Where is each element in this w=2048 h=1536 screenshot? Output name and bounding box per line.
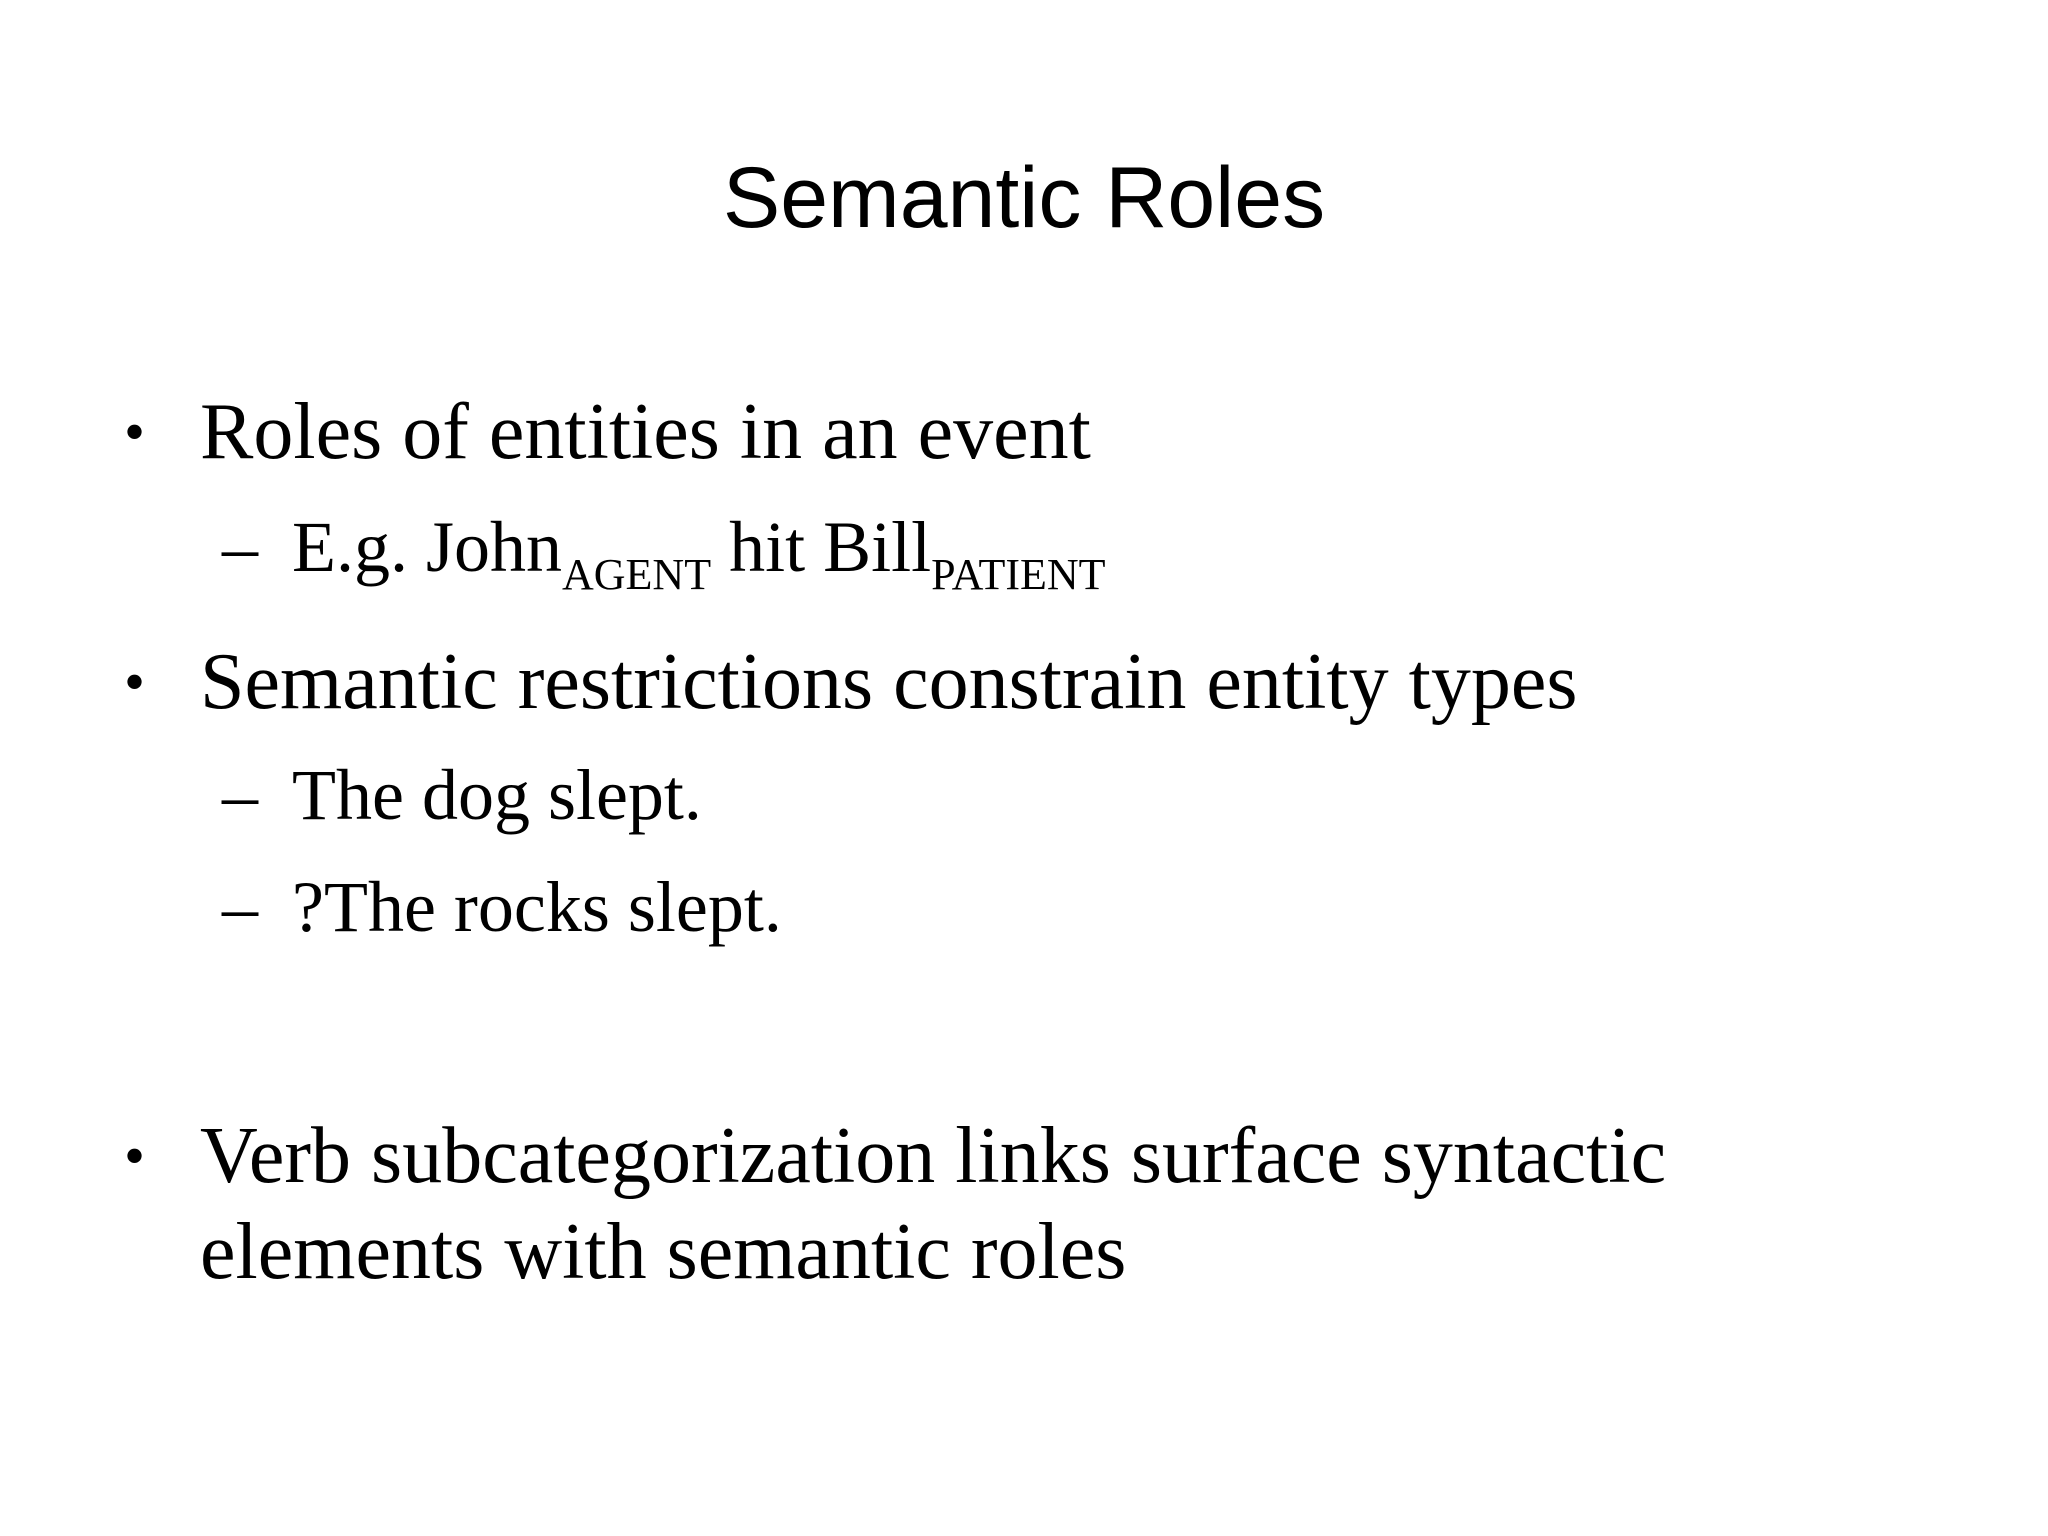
dash-icon: –	[222, 867, 258, 947]
sub-item-dog: The dog slept.	[292, 755, 702, 835]
bullet-3-line-1: Verb subcategorization links surface syntactic	[200, 1112, 1667, 1200]
patient-subscript: PATIENT	[931, 550, 1106, 599]
bullet-icon: •	[124, 649, 146, 715]
dash-icon: –	[222, 507, 258, 587]
dash-icon: –	[222, 755, 258, 835]
sub-item-example	[292, 502, 1106, 599]
slide-title: Semantic Roles	[722, 150, 1326, 246]
bullet-icon: •	[124, 399, 146, 465]
bullet-3-line-2: elements with semantic roles	[200, 1208, 1127, 1296]
example-text-bill: hit Bill	[711, 507, 932, 587]
example-text-john: E.g. John	[292, 507, 562, 587]
bullet-1-text: Roles of entities in an event	[200, 388, 1091, 476]
sub-item-rocks: ?The rocks slept.	[292, 867, 782, 947]
agent-subscript: AGENT	[562, 550, 712, 599]
bullet-icon: •	[124, 1123, 146, 1189]
bullet-2-text: Semantic restrictions constrain entity types	[200, 638, 1578, 726]
